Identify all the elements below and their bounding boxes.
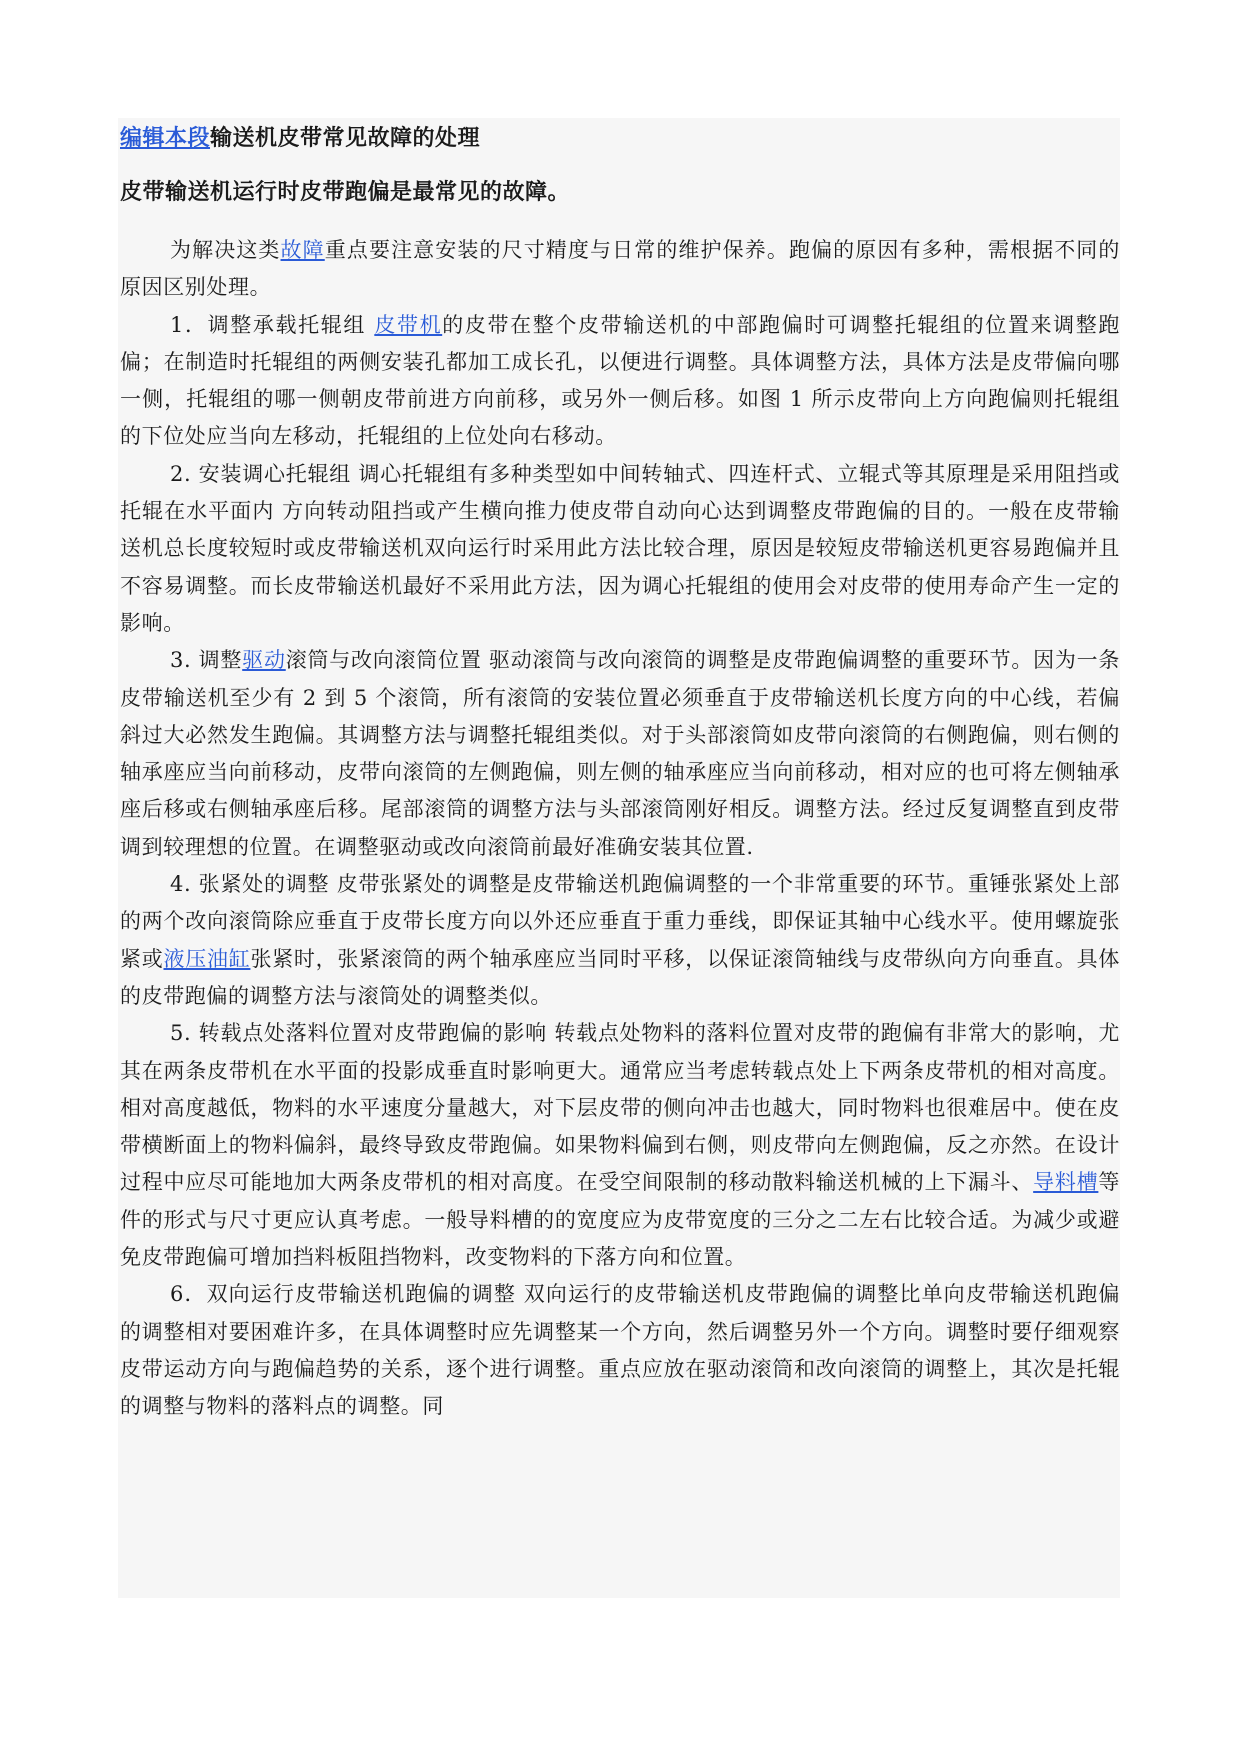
paragraph-intro bbox=[120, 232, 1120, 307]
edit-section-link[interactable]: 编辑本段 bbox=[120, 126, 211, 151]
paragraph-text: 5. 转载点处落料位置对皮带跑偏的影响 转载点处物料的落料位置对皮带的跑偏有非常大的影响，尤其在两条皮带机在水平面的投影成垂直时影响更大。通常应当考虑转载点处上下两条皮带机的相对高度。相对高度越低，物料的水平速度分量越大，对下层皮带的侧向冲击也越大，同时物料也很难居中。使在皮带横断面上的物料偏斜，最终导致皮带跑偏。如果物料偏到右侧，则皮带向左侧跑偏，反之亦然。在设计过程中应尽可能地加大两条皮带机的相对高度。在受空间限制的移动散料输送机械的上下漏斗、 bbox=[120, 1021, 1120, 1195]
link-guide-chute[interactable]: 导料槽 bbox=[1033, 1170, 1099, 1195]
paragraph-step-6 bbox=[120, 1276, 1120, 1425]
paragraph-text: 3. 调整 bbox=[170, 648, 243, 673]
document-content bbox=[118, 118, 1120, 1598]
paragraph-text: 为解决这类 bbox=[170, 238, 281, 262]
link-belt-machine[interactable]: 皮带机 bbox=[374, 312, 443, 337]
paragraph-text: 重点要注意安装的尺寸精度与日常的维护保养。跑偏的原因有多种，需根据不同的原因区别处理。 bbox=[120, 238, 1121, 300]
section-heading bbox=[120, 124, 1120, 154]
paragraph-step-1 bbox=[120, 307, 1120, 456]
paragraph-text: 张紧时，张紧滚筒的两个轴承座应当同时平移，以保证滚筒轴线与皮带纵向方向垂直。具体的皮带跑偏的调整方法与滚筒处的调整类似。 bbox=[120, 946, 1120, 1008]
paragraph-text: 的皮带在整个皮带输送机的中部跑偏时可调整托辊组的位置来调整跑偏；在制造时托辊组的两侧安装孔都加工成长孔，以便进行调整。具体调整方法，具体方法是皮带偏向哪一侧，托辊组的哪一侧朝皮带前进方向前移，或另外一侧后移。如图 1 所示皮带向上方向跑偏则托辊组的下位处应当向左移动，托辊组的上位处向右移动。 bbox=[120, 312, 1120, 449]
paragraph-step-4 bbox=[120, 866, 1120, 1015]
link-hydraulic-cylinder[interactable]: 液压油缸 bbox=[163, 946, 251, 971]
paragraph-text: 等件的形式与尺寸更应认真考虑。一般导料槽的的宽度应为皮带宽度的三分之二左右比较合适。为减少或避免皮带跑偏可增加挡料板阻挡物料，改变物料的下落方向和位置。 bbox=[120, 1170, 1120, 1270]
paragraph-step-3 bbox=[120, 642, 1120, 866]
section-title: 输送机皮带常见故障的处理 bbox=[210, 126, 481, 151]
paragraph-step-5 bbox=[120, 1015, 1120, 1276]
link-drive[interactable]: 驱动 bbox=[242, 648, 286, 673]
section-subheading: 皮带输送机运行时皮带跑偏是最常见的故障。 bbox=[120, 180, 571, 205]
link-fault[interactable]: 故障 bbox=[280, 238, 325, 262]
paragraph-text: 2. 安装调心托辊组 调心托辊组有多种类型如中间转轴式、四连杆式、立辊式等其原理是采用阻挡或托辊在水平面内 方向转动阻挡或产生横向推力使皮带自动向心达到调整皮带跑偏的目的。一般在皮带输送机总长度较短时或皮带输送机双向运行时采用此方法比较合理，原因是较短皮带输送机更容易跑偏并且不容易调整。而长皮带输送机最好不采用此方法，因为调心托辊组的使用会对皮带的使用寿命产生一定的影响。 bbox=[120, 461, 1120, 635]
paragraph-text: 滚筒与改向滚筒位置 驱动滚筒与改向滚筒的调整是皮带跑偏调整的重要环节。因为一条皮带输送机至少有 2 到 5 个滚筒，所有滚筒的安装位置必须垂直于皮带输送机长度方向的中心线，若偏斜过大必然发生跑偏。其调整方法与调整托辊组类似。对于头部滚筒如皮带向滚筒的右侧跑偏，则右侧的轴承座应当向前移动，皮带向滚筒的左侧跑偏，则左侧的轴承座应当向前移动，相对应的也可将左侧轴承座后移或右侧轴承座后移。尾部滚筒的调整方法与头部滚筒刚好相反。调整方法。经过反复调整直到皮带调到较理想的位置。在调整驱动或改向滚筒前最好准确安装其位置. bbox=[120, 648, 1120, 859]
body-text bbox=[120, 232, 1120, 1426]
paragraph-step-2 bbox=[120, 456, 1120, 642]
paragraph-text: 4. 张紧处的调整 皮带张紧处的调整是皮带输送机跑偏调整的一个非常重要的环节。重锤张紧处上部的两个改向滚筒除应垂直于皮带长度方向以外还应垂直于重力垂线，即保证其轴中心线水平。使用螺旋张紧或 bbox=[120, 872, 1120, 971]
paragraph-text: 6．双向运行皮带输送机跑偏的调整 双向运行的皮带输送机皮带跑偏的调整比单向皮带输送机跑偏的调整相对要困难许多，在具体调整时应先调整某一个方向，然后调整另外一个方向。调整时要仔细观察皮带运动方向与跑偏趋势的关系，逐个进行调整。重点应放在驱动滚筒和改向滚筒的调整上，其次是托辊的调整与物料的落料点的调整。同 bbox=[120, 1282, 1120, 1419]
paragraph-text: 1．调整承载托辊组 bbox=[170, 312, 375, 337]
